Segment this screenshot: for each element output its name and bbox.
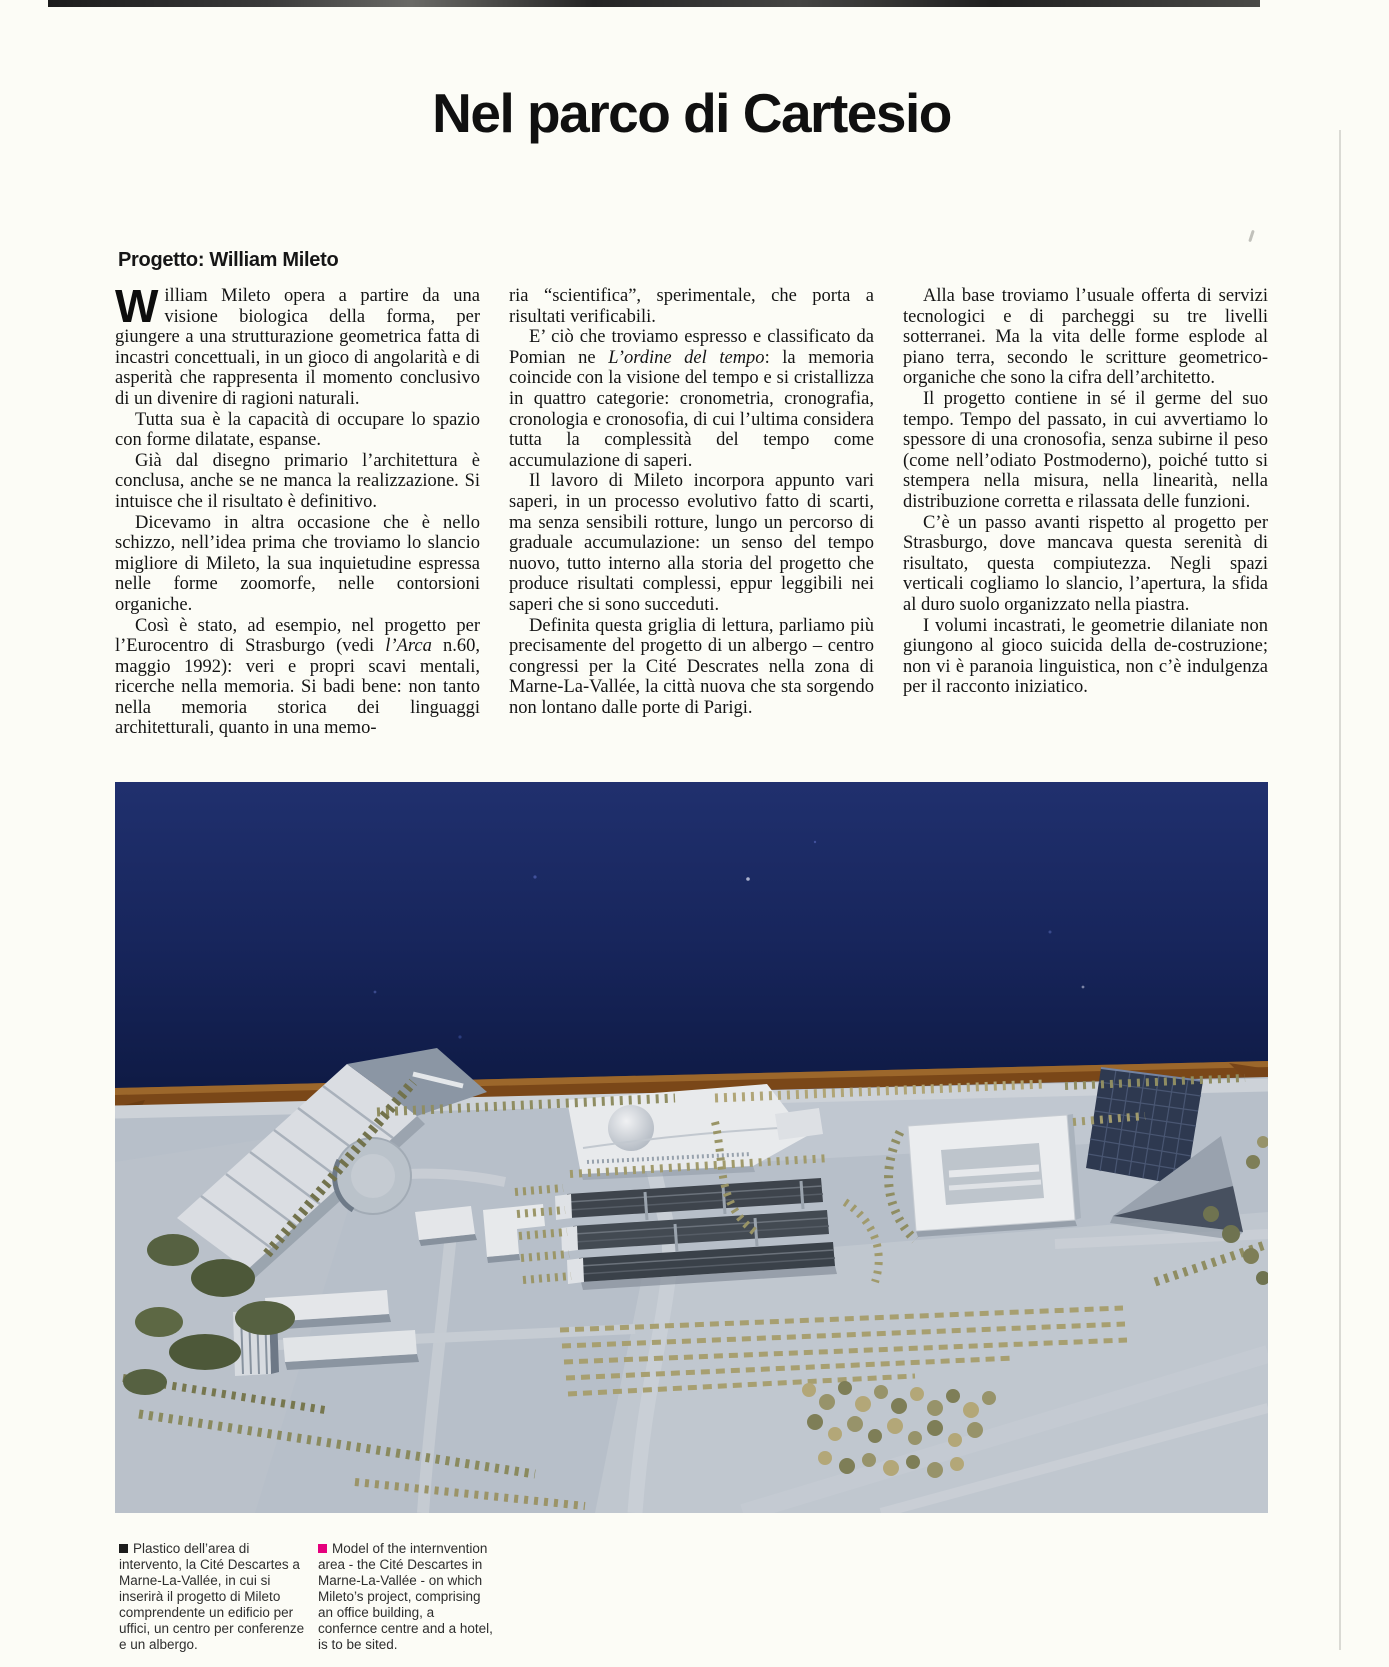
- article-column-1: [115, 280, 480, 739]
- scan-speck: [1248, 230, 1255, 242]
- caption-english: [318, 1541, 496, 1653]
- paragraph: Così è stato, ad esempio, nel progetto per l’Eurocentro di Strasburgo (vedi l’Arca n.60, maggio 1992): veri e propri scavi mentali, ricerche nella memoria. Si badi bene: non tanto nella memoria storica dei linguaggi architetturali, quanto in una memo-: [115, 615, 480, 739]
- page-edge-scan-line: [1339, 130, 1341, 1650]
- paragraph: C’è un passo avanti rispetto al progetto per Strasburgo, dove mancava questa serenità di risultato, questa compiutezza. Negli spazi verticali cogliamo lo slancio, l’apertura, la sfida al duro suolo organizzato nella piastra.: [903, 512, 1268, 615]
- drop-cap: W: [115, 280, 159, 332]
- page-title: Nel parco di Cartesio: [432, 81, 951, 144]
- model-photo-svg: [115, 782, 1268, 1513]
- caption-english-bullet: [318, 1544, 327, 1553]
- photo-courtyard-building: [908, 1114, 1081, 1237]
- paragraph: Definita questa griglia di lettura, parliamo più precisamente del progetto di un albergo – centro congressi per la Cité Descrates nella zona di Marne-La-Vallée, la città nuova che sta sorgendo non lontano dalle porte di Parigi.: [509, 615, 874, 718]
- caption-italian-bullet: [119, 1544, 128, 1553]
- paragraph: Il lavoro di Mileto incorpora appunto vari saperi, in un processo evolutivo fatto di scarti, ma senza sensibili rotture, lungo un percorso di graduale accumulazione: un senso del tempo nuovo, tutto interno alla storia del progetto che produce risultati complessi, eppur leggibili nei saperi che si sono succeduti.: [509, 471, 874, 615]
- article-columns: [115, 280, 1268, 739]
- article-column-3: [903, 286, 1268, 739]
- paragraph: Il progetto contiene in sé il germe del suo tempo. Tempo del passato, in cui avvertiamo lo spessore di una cronosofia, senza subirne il peso (come nell’odiato Postmoderno), poiché tutto si stempera nella misura, nella linearità, nella distribuzione corretta e rilassata delle funzioni.: [903, 388, 1268, 512]
- paragraph: Alla base troviamo l’usuale offerta di servizi tecnologici e di parcheggi su tre livelli sotterranei. Ma la vita delle forme esplode al piano terra, secondo le scritture geometrico-organiche che sono la cifra dell’architetto.: [903, 286, 1268, 389]
- paragraph: Già dal disegno primario l’architettura è conclusa, anche se ne manca la realizzazione. Si intuisce che il risultato è definitivo.: [115, 450, 480, 512]
- page-top-scan-strip: [48, 0, 1260, 7]
- photo-sky: [115, 782, 1268, 1082]
- paragraph: ria “scientifica”, sperimentale, che porta a risultati verificabili.: [509, 286, 874, 327]
- caption-italian: [119, 1541, 305, 1653]
- article-column-2: [509, 286, 874, 739]
- caption-italian-text: Plastico dell’area di intervento, la Cité Descartes a Marne-La-Vallée, in cui si inserirà il progetto di Mileto comprendente un edificio per uffici, un centro per conferenze e un albergo.: [119, 1541, 305, 1652]
- paragraph: William Mileto opera a partire da una visione biologica della forma, per giungere a una strutturazione geometrica fatta di incastri concettuali, in un gioco di angolarità e di asperità che rappresenta il momento conclusivo di un divenire di ragioni naturali.: [115, 280, 480, 409]
- paragraph: E’ ciò che troviamo espresso e classificato da Pomian ne L’ordine del tempo: la memoria coincide con la visione del tempo e si cristallizza in quattro categorie: cronometria, cronografia, cronologia e cronosofia, di cui l’ultima considera tutta la complessità del tempo come accumulazione di saperi.: [509, 327, 874, 471]
- photo-roundabout: [335, 1138, 411, 1214]
- paragraph: Tutta sua è la capacità di occupare lo spazio con forme dilatate, espanse.: [115, 409, 480, 451]
- paragraph: Dicevamo in altra occasione che è nello schizzo, nell’idea prima che troviamo lo slancio migliore di Mileto, la sua inquietudine espressa nelle forme zoomorfe, nelle contorsioni organiche.: [115, 512, 480, 615]
- caption-english-text: Model of the internvention area - the Cité Descartes in Marne-La-Vallée - on which Mileto’s project, comprising an office building, a confernce centre and a hotel, is to be sited.: [318, 1541, 493, 1652]
- model-photo: [115, 782, 1268, 1513]
- byline: Progetto: William Mileto: [118, 249, 339, 271]
- paragraph: I volumi incastrati, le geometrie dilaniate non giungono al gioco suicida della de-costruzione; non vi è paranoia linguistica, non c’è indulgenza per il racconto iniziatico.: [903, 615, 1268, 698]
- photo-central-complex: [555, 1178, 837, 1290]
